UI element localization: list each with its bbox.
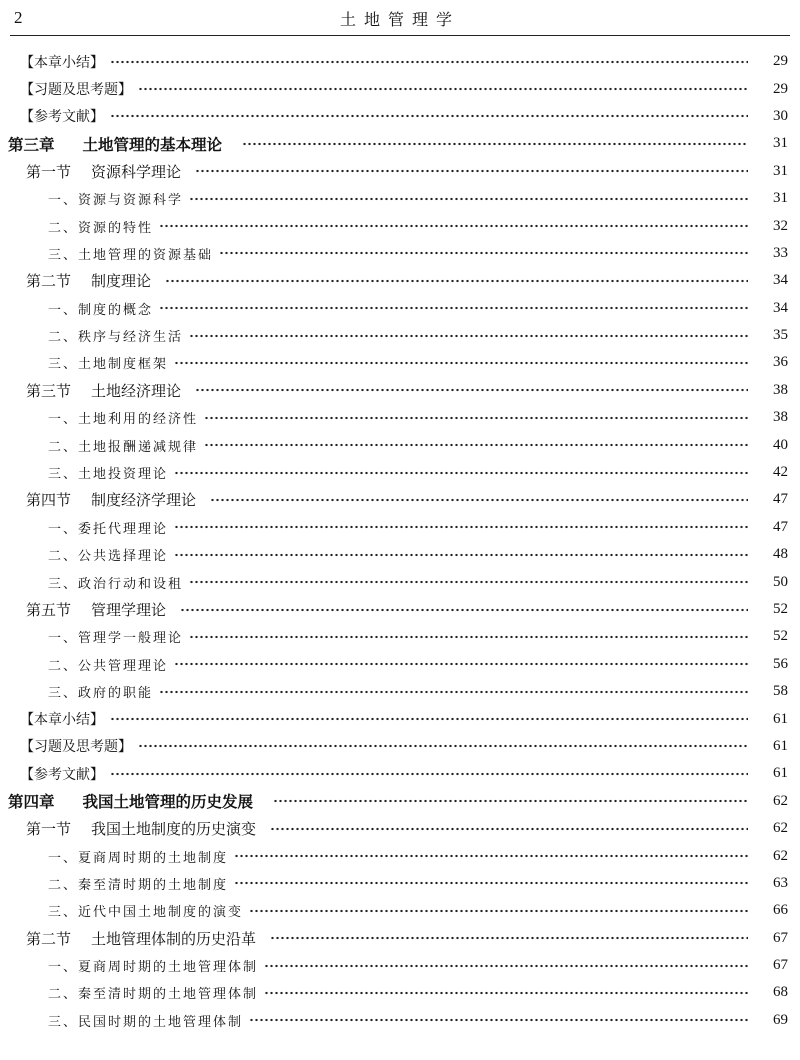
- toc-entry-label: 第四章: [8, 792, 55, 812]
- toc-entry-text: 土地管理的基本理论: [82, 134, 223, 154]
- toc-entry-title: [48, 545, 174, 564]
- toc-entry-title: [20, 79, 138, 99]
- toc-entry-title: [26, 928, 262, 949]
- toc-subsection-entry[interactable]: [0, 459, 800, 486]
- toc-entry-text: 【习题及思考题】: [20, 82, 132, 99]
- toc-page-number: 62: [773, 847, 788, 864]
- toc-page-number: 62: [773, 820, 788, 837]
- dot-leader: [264, 988, 748, 998]
- toc-entry-text: 制度理论: [91, 272, 152, 291]
- toc-entry-text: 【参考文献】: [20, 766, 104, 783]
- toc-page-number: 47: [773, 491, 788, 508]
- toc-page-number: 62: [773, 792, 788, 809]
- toc-appendix-entry[interactable]: [0, 760, 800, 787]
- toc-chapter-entry[interactable]: [0, 130, 800, 157]
- toc-section-entry[interactable]: [0, 267, 800, 294]
- toc-entry-text: 我国土地制度的历史演变: [91, 820, 257, 839]
- toc-subsection-entry[interactable]: [0, 240, 800, 267]
- toc-page-number: 56: [773, 655, 788, 672]
- toc-entry-text: 三、政府的职能: [48, 686, 154, 702]
- toc-entry-text: 三、土地制度框架: [48, 357, 169, 373]
- toc-entry-title: [48, 518, 174, 537]
- page-header: [0, 0, 800, 36]
- toc-entry-label: 第三章: [8, 134, 55, 154]
- toc-entry-text: 制度经济学理论: [91, 491, 197, 510]
- toc-entry-label: 第五节: [26, 601, 72, 619]
- toc-entry-title: [26, 161, 187, 182]
- toc-entry-title: [48, 408, 204, 427]
- toc-subsection-entry[interactable]: [0, 623, 800, 650]
- toc-entry-text: 二、秦至清时期的土地管理体制: [48, 987, 259, 1003]
- toc-entry-text: 土地管理体制的历史沿革: [91, 929, 257, 948]
- toc-entry-text: 管理学理论: [91, 601, 167, 619]
- toc-appendix-entry[interactable]: [0, 705, 800, 732]
- toc-entry-title: [48, 244, 219, 263]
- toc-subsection-entry[interactable]: [0, 541, 800, 568]
- toc-entry-title: [20, 106, 110, 126]
- dot-leader: [270, 824, 748, 834]
- dot-leader: [234, 851, 748, 861]
- dot-leader: [242, 139, 748, 149]
- toc-page-number: 66: [773, 902, 788, 919]
- toc-entry-text: 三、近代中国土地制度的演变: [48, 905, 244, 921]
- dot-leader: [249, 1015, 748, 1025]
- toc-entry-text: 二、资源的特性: [48, 220, 154, 236]
- toc-page-number: 50: [773, 573, 788, 590]
- dot-leader: [110, 57, 748, 67]
- toc-entry-text: 一、管理学一般理论: [48, 631, 184, 647]
- toc-entry-title: [20, 736, 138, 756]
- toc-entry-text: 三、土地投资理论: [48, 467, 169, 483]
- toc-page-number: 48: [773, 546, 788, 563]
- dot-leader: [264, 961, 748, 971]
- toc-section-entry[interactable]: [0, 486, 800, 513]
- toc-subsection-entry[interactable]: [0, 952, 800, 979]
- toc-page-number: 68: [773, 984, 788, 1001]
- toc-entry-text: 二、公共选择理论: [48, 549, 169, 565]
- toc-entry-title: [26, 818, 262, 839]
- toc-page-number: 32: [773, 217, 788, 234]
- toc-subsection-entry[interactable]: [0, 295, 800, 322]
- toc-entry-title: [8, 790, 259, 812]
- toc-appendix-entry[interactable]: [0, 733, 800, 760]
- toc-section-entry[interactable]: [0, 815, 800, 842]
- toc-entry-text: 土地经济理论: [91, 381, 182, 400]
- toc-entry-text: 一、土地利用的经济性: [48, 412, 199, 428]
- toc-page-number: 52: [773, 628, 788, 645]
- page-number: 2: [14, 8, 23, 27]
- toc-entry-text: 二、秦至清时期的土地制度: [48, 877, 229, 893]
- toc-entry-title: [48, 463, 174, 482]
- toc-entry-label: 第三节: [26, 381, 72, 400]
- toc-page-number: 31: [773, 190, 788, 207]
- toc-page-number: 38: [773, 409, 788, 426]
- toc-page-number: 31: [773, 135, 788, 152]
- dot-leader: [219, 248, 748, 258]
- toc-entry-title: [48, 874, 234, 893]
- toc-entry-label: 第二节: [26, 929, 72, 948]
- dot-leader: [180, 605, 748, 615]
- toc-page-number: 33: [773, 244, 788, 261]
- dot-leader: [138, 84, 748, 94]
- toc-entry-text: 【本章小结】: [20, 712, 104, 729]
- toc-page-number: 42: [773, 464, 788, 481]
- dot-leader: [204, 413, 748, 423]
- toc-entry-title: [48, 353, 174, 372]
- dot-leader: [189, 632, 748, 642]
- toc-subsection-entry[interactable]: [0, 842, 800, 869]
- toc-page-number: 40: [773, 436, 788, 453]
- toc-entry-title: [20, 52, 110, 72]
- dot-leader: [195, 385, 748, 395]
- dot-leader: [195, 166, 748, 176]
- toc-entry-title: [48, 956, 264, 975]
- toc-entry-text: 一、委托代理理论: [48, 521, 169, 537]
- dot-leader: [270, 933, 748, 943]
- toc-entry-text: 我国土地管理的历史发展: [82, 792, 254, 812]
- toc-entry-title: [48, 189, 189, 208]
- dot-leader: [174, 468, 748, 478]
- toc-entry-text: 二、秩序与经济生活: [48, 330, 184, 346]
- toc-entry-title: [48, 326, 189, 345]
- toc-subsection-entry[interactable]: [0, 431, 800, 458]
- toc-page-number: 61: [773, 710, 788, 727]
- toc-section-entry[interactable]: [0, 596, 800, 623]
- dot-leader: [210, 495, 748, 505]
- toc-entry-title: [26, 270, 157, 291]
- toc-entry-title: [48, 627, 189, 646]
- toc-page-number: 52: [773, 601, 788, 617]
- dot-leader: [174, 659, 748, 669]
- toc-entry-text: 【参考文献】: [20, 109, 104, 126]
- toc-subsection-entry[interactable]: [0, 1007, 800, 1034]
- header-rule: [10, 35, 790, 36]
- toc-subsection-entry[interactable]: [0, 870, 800, 897]
- toc-section-entry[interactable]: [0, 377, 800, 404]
- toc-entry-title: [8, 133, 228, 155]
- dot-leader: [234, 878, 748, 888]
- toc-entry-text: 一、制度的概念: [48, 302, 154, 318]
- toc-subsection-entry[interactable]: [0, 322, 800, 349]
- toc-subsection-entry[interactable]: [0, 514, 800, 541]
- toc-entry-text: 一、夏商周时期的土地管理体制: [48, 960, 259, 976]
- toc-chapter-entry[interactable]: [0, 788, 800, 815]
- toc-entry-title: [48, 299, 159, 318]
- toc-subsection-entry[interactable]: [0, 349, 800, 376]
- toc-page-number: 29: [773, 80, 788, 97]
- dot-leader: [110, 769, 748, 779]
- toc-page-number: 36: [773, 354, 788, 371]
- table-of-contents: [0, 48, 800, 1034]
- toc-entry-text: 三、政治行动和设租: [48, 576, 184, 592]
- toc-entry-text: 二、土地报酬递减规律: [48, 439, 199, 455]
- dot-leader: [159, 303, 748, 313]
- toc-page-number: 58: [773, 683, 788, 700]
- dot-leader: [189, 331, 748, 341]
- toc-entry-label: 第一节: [26, 820, 72, 839]
- toc-entry-title: [26, 599, 172, 620]
- toc-page-number: 67: [773, 929, 788, 946]
- dot-leader: [110, 111, 748, 121]
- toc-page-number: 61: [773, 765, 788, 782]
- toc-entry-title: [20, 764, 110, 784]
- toc-page-number: 63: [773, 874, 788, 891]
- toc-page-number: 31: [773, 162, 788, 179]
- toc-entry-title: [48, 901, 249, 920]
- toc-entry-text: 二、公共管理理论: [48, 658, 169, 674]
- toc-entry-text: 三、民国时期的土地管理体制: [48, 1014, 244, 1030]
- dot-leader: [204, 440, 748, 450]
- toc-entry-title: [48, 847, 234, 866]
- dot-leader: [189, 194, 748, 204]
- toc-page-number: 67: [773, 957, 788, 974]
- toc-entry-title: [26, 489, 202, 510]
- toc-entry-text: 三、土地管理的资源基础: [48, 247, 214, 263]
- dot-leader: [273, 796, 748, 806]
- running-title: 土地管理学: [339, 10, 460, 29]
- dot-leader: [159, 687, 748, 697]
- dot-leader: [249, 906, 748, 916]
- dot-leader: [110, 714, 748, 724]
- dot-leader: [174, 358, 748, 368]
- toc-page-number: 29: [773, 53, 788, 70]
- toc-page-number: 34: [773, 272, 788, 289]
- toc-appendix-entry[interactable]: [0, 75, 800, 102]
- toc-page-number: 30: [773, 107, 788, 124]
- toc-entry-title: [20, 709, 110, 729]
- toc-subsection-entry[interactable]: [0, 185, 800, 212]
- toc-entry-title: [48, 682, 159, 701]
- toc-section-entry[interactable]: [0, 158, 800, 185]
- dot-leader: [174, 550, 748, 560]
- toc-page-number: 38: [773, 381, 788, 398]
- toc-page-number: 69: [773, 1011, 788, 1028]
- toc-appendix-entry[interactable]: [0, 48, 800, 75]
- dot-leader: [174, 522, 748, 532]
- toc-page-number: 61: [773, 737, 788, 754]
- toc-subsection-entry[interactable]: [0, 897, 800, 924]
- toc-entry-title: [48, 655, 174, 674]
- toc-entry-text: 一、资源与资源科学: [48, 193, 184, 209]
- toc-subsection-entry[interactable]: [0, 212, 800, 239]
- dot-leader: [165, 276, 748, 286]
- toc-appendix-entry[interactable]: [0, 103, 800, 130]
- toc-subsection-entry[interactable]: [0, 678, 800, 705]
- toc-subsection-entry[interactable]: [0, 979, 800, 1006]
- toc-entry-label: 第二节: [26, 272, 72, 291]
- toc-subsection-entry[interactable]: [0, 568, 800, 595]
- toc-entry-title: [48, 436, 204, 455]
- toc-page-number: 34: [773, 299, 788, 316]
- toc-entry-title: [48, 983, 264, 1002]
- dot-leader: [189, 577, 748, 587]
- toc-page-number: 35: [773, 327, 788, 344]
- toc-entry-title: [48, 1011, 249, 1030]
- dot-leader: [159, 221, 748, 231]
- toc-entry-label: 第四节: [26, 491, 72, 510]
- toc-entry-text: 【习题及思考题】: [20, 739, 132, 756]
- toc-entry-text: 一、夏商周时期的土地制度: [48, 850, 229, 866]
- toc-entry-title: [48, 573, 189, 592]
- toc-page-number: 47: [773, 518, 788, 535]
- toc-section-entry[interactable]: [0, 925, 800, 952]
- toc-entry-text: 资源科学理论: [91, 162, 182, 181]
- toc-entry-title: [26, 380, 187, 401]
- toc-entry-label: 第一节: [26, 162, 72, 181]
- dot-leader: [138, 741, 748, 751]
- toc-subsection-entry[interactable]: [0, 404, 800, 431]
- toc-subsection-entry[interactable]: [0, 651, 800, 678]
- toc-entry-title: [48, 217, 159, 236]
- toc-entry-text: 【本章小结】: [20, 54, 104, 71]
